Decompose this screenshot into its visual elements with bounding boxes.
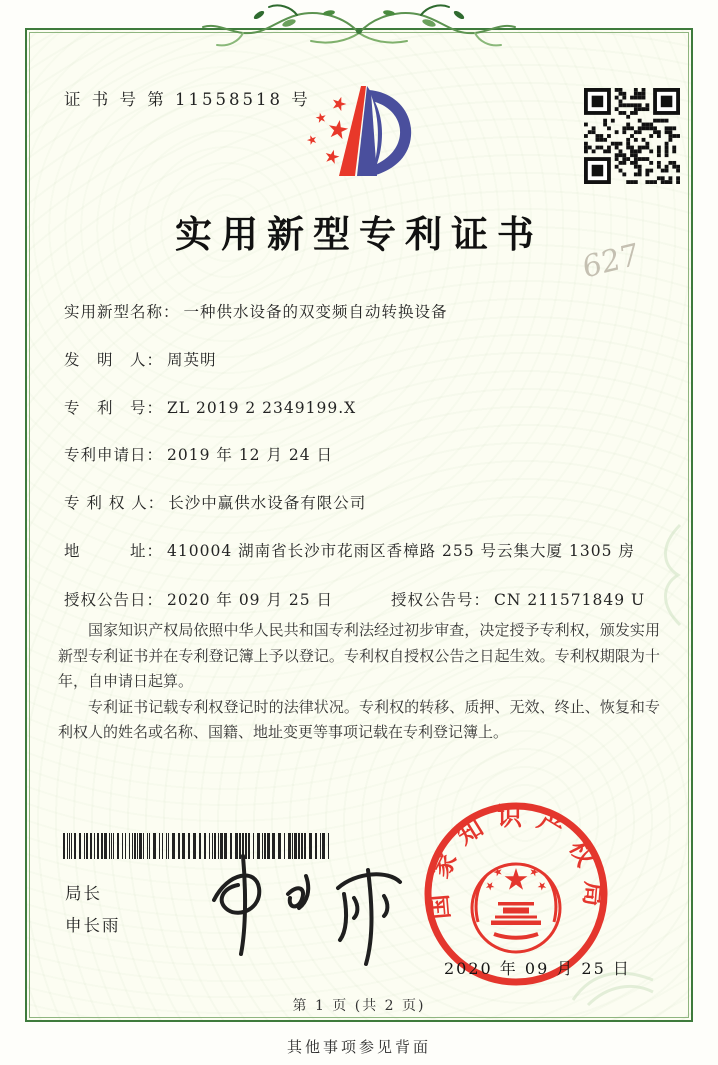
legal-paragraph-2: 专利证书记载专利权登记时的法律状况。专利权的转移、质押、无效、终止、恢复和专利权人的姓名或名称、国籍、地址变更等事项记载在专利登记簿上。	[58, 697, 660, 741]
field-label: 专 利 权 人：	[64, 494, 165, 512]
field-value: 一种供水设备的双变频自动转换设备	[183, 303, 448, 321]
field-patentee	[64, 491, 674, 513]
field-label: 地 址：	[64, 542, 164, 560]
national-emblem-icon	[472, 864, 560, 952]
field-label: 专 利 号：	[64, 399, 164, 417]
legal-text-block	[58, 618, 660, 746]
field-label: 发 明 人：	[64, 351, 164, 369]
watermark-flourish-icon	[650, 520, 690, 630]
field-patent-number	[64, 396, 674, 418]
seal-date: 2020 年 09 月 25 日	[444, 959, 631, 978]
field-utility-model-name	[64, 300, 674, 322]
page-title: 实用新型专利证书	[175, 212, 543, 256]
field-label: 实用新型名称：	[64, 303, 180, 321]
seal-text: 国家知识产权局	[422, 801, 610, 921]
field-value: 410004 湖南省长沙市花雨区香樟路 255 号云集大厦 1305 房	[167, 542, 635, 560]
page-number: 第 1 页 (共 2 页)	[292, 998, 426, 1014]
field-address	[64, 539, 674, 561]
field-grant-announcement	[64, 588, 674, 610]
signature-handwriting-icon	[188, 842, 428, 972]
field-label: 专利申请日：	[64, 446, 164, 464]
field-label: 授权公告日：	[64, 591, 164, 609]
qr-code	[584, 88, 680, 184]
top-ornament-flourish-icon	[169, 1, 549, 53]
pencil-annotation: 627	[581, 236, 641, 287]
field-value: 2019 年 12 月 24 日	[167, 446, 334, 464]
field-filing-date	[64, 443, 674, 465]
signer-name: 申长雨	[65, 916, 121, 935]
cnipa-logo-icon	[295, 84, 433, 198]
field-value: 2020 年 09 月 25 日	[167, 591, 334, 609]
field-value: ZL 2019 2 2349199.X	[167, 399, 357, 417]
field-value: 长沙中赢供水设备有限公司	[168, 494, 367, 512]
field-value: CN 211571849 U	[494, 591, 646, 609]
certificate-number: 证 书 号 第 11558518 号	[64, 90, 311, 109]
field-inventor	[64, 348, 674, 370]
field-value: 周英明	[167, 351, 217, 369]
legal-paragraph-1: 国家知识产权局依照中华人民共和国专利法经过初步审查，决定授予专利权，颁发实用新型专利证书并在专利登记簿上予以登记。专利权自授权公告之日起生效。专利权期限为十年，自申请日起算。	[58, 621, 660, 690]
back-side-note: 其他事项参见背面	[286, 1038, 431, 1056]
field-label: 授权公告号：	[390, 591, 490, 609]
signer-title: 局长	[65, 884, 102, 903]
